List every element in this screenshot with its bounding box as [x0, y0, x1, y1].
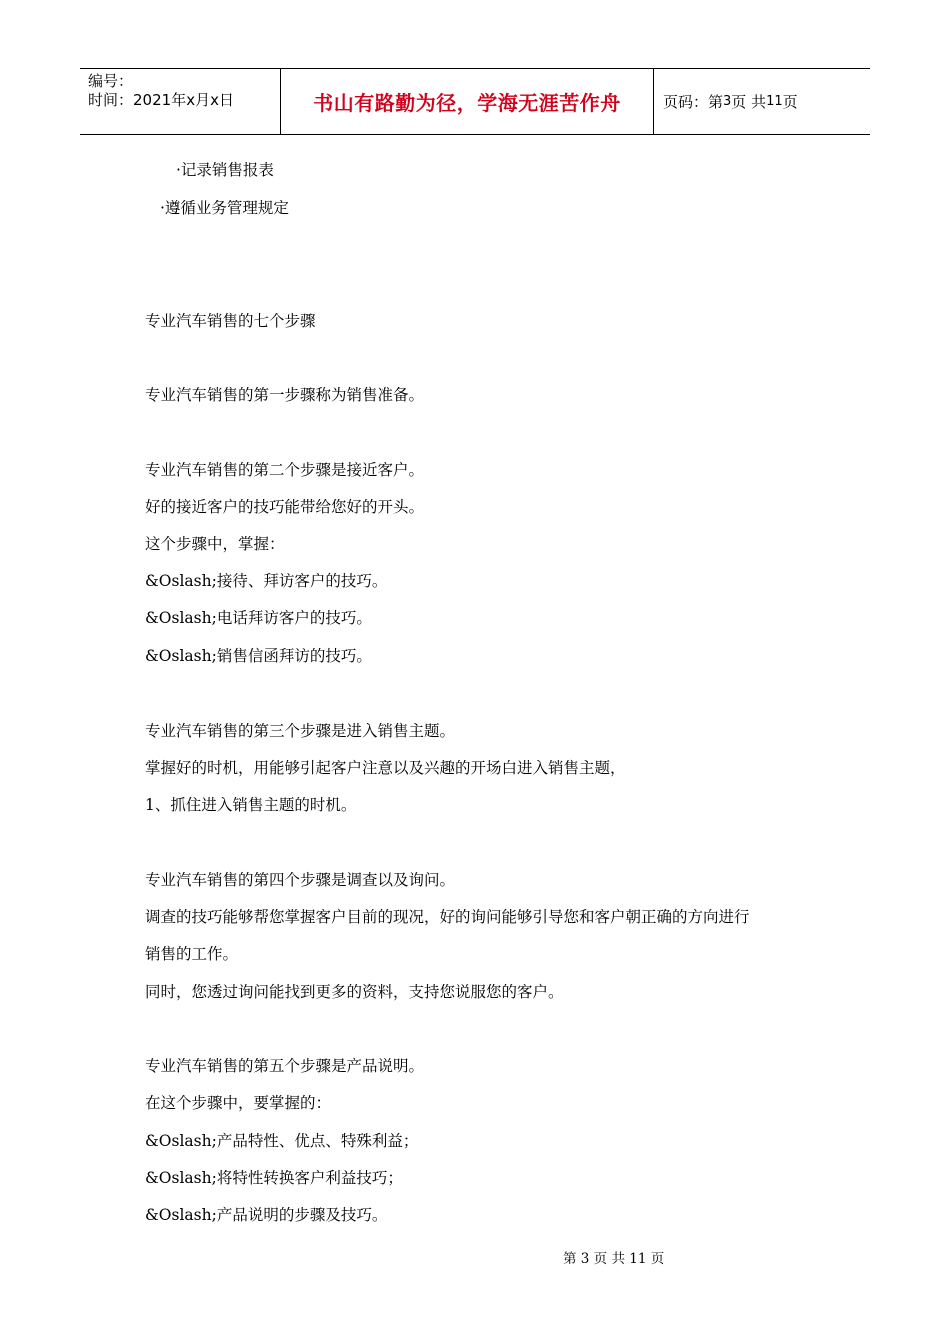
body-line: 掌握好的时机，用能够引起客户注意以及兴趣的开场白进入销售主题，: [145, 759, 626, 777]
page-footer: 第 3 页 共 11 页: [563, 1251, 665, 1267]
body-line: 专业汽车销售的第二个步骤是接近客户。: [145, 461, 425, 479]
date-value: 2021年x月x日: [133, 91, 234, 109]
body-line: &Oslash;销售信函拜访的技巧。: [145, 647, 372, 665]
page-header: [80, 68, 870, 135]
body-line: &Oslash;产品特性、优点、特殊利益；: [145, 1132, 419, 1150]
body-line: &Oslash;电话拜访客户的技巧。: [145, 609, 372, 627]
page-total: 11: [766, 94, 783, 109]
body-line: 专业汽车销售的第四个步骤是调查以及询问。: [145, 871, 456, 889]
body-line: &Oslash;接待、拜访客户的技巧。: [145, 572, 388, 590]
body-line: 同时，您透过询问能找到更多的资料，支持您说服您的客户。: [145, 983, 564, 1001]
page-prefix: 页码：第: [663, 93, 724, 111]
section-title: 专业汽车销售的七个步骤: [145, 312, 316, 330]
body-line: &Oslash;将特性转换客户利益技巧；: [145, 1169, 403, 1187]
body-line: &Oslash;产品说明的步骤及技巧。: [145, 1206, 388, 1224]
body-line: ·遵循业务管理规定: [160, 199, 289, 217]
time-label: 时间：: [88, 91, 134, 109]
page-suffix: 页: [782, 93, 798, 111]
page-current: 3: [723, 94, 732, 109]
body-line: 1、抓住进入销售主题的时机。: [145, 796, 357, 814]
body-line: 专业汽车销售的第五个步骤是产品说明。: [145, 1057, 425, 1075]
body-line: 专业汽车销售的第三个步骤是进入销售主题。: [145, 722, 456, 740]
body-line: 在这个步骤中，要掌握的：: [145, 1094, 332, 1112]
body-line: ·记录销售报表: [176, 161, 274, 179]
header-motto: 书山有路勤为径，学海无涯苦作舟: [281, 69, 654, 134]
header-page-info: [654, 69, 870, 134]
page-mid: 页 共: [731, 93, 767, 111]
body-line: 这个步骤中，掌握：: [145, 535, 285, 553]
body-line: 专业汽车销售的第一步骤称为销售准备。: [145, 386, 425, 404]
body-line: 好的接近客户的技巧能带给您好的开头。: [145, 498, 425, 516]
time-row: [88, 91, 280, 110]
header-meta: [80, 69, 281, 134]
code-label: 编号：: [88, 72, 134, 90]
body-line: 调查的技巧能够帮您掌握客户目前的现况，好的询问能够引导您和客户朝正确的方向进行: [145, 908, 750, 926]
body-line: 销售的工作。: [145, 945, 239, 963]
